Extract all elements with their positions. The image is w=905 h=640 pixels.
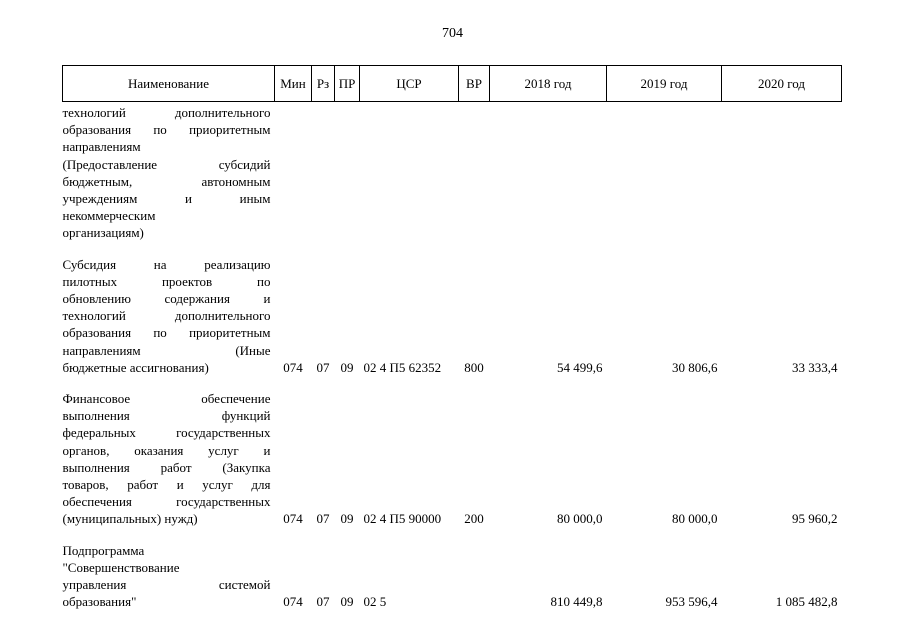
row-name-cell — [63, 542, 275, 625]
table-row — [63, 256, 842, 390]
row-name-line: учреждениям и иным — [62, 191, 271, 207]
row-name-line: бюджетные ассигнования) — [62, 359, 209, 375]
cell-y2018: 810 449,8 — [550, 594, 603, 610]
header-name: Наименование — [63, 66, 275, 102]
row-name-line: управления системой — [62, 577, 271, 593]
row-name-line: организациям) — [62, 225, 144, 241]
row-name-line: пилотных проектов по — [62, 273, 271, 289]
table-row — [63, 542, 842, 625]
cell-min: 074 — [283, 359, 303, 375]
row-name-line: направлениям (Иные — [62, 342, 271, 358]
cell-y2020 — [722, 102, 842, 256]
cell-y2018 — [490, 102, 607, 256]
header-pr: ПР — [335, 66, 360, 102]
cell-y2018: 80 000,0 — [557, 511, 603, 527]
row-name-line: Подпрограмма — [62, 542, 145, 558]
row-name-cell — [63, 390, 275, 542]
cell-csr: 02 4 П5 62352 — [363, 359, 442, 375]
row-name-line: бюджетным, автономным — [62, 173, 271, 189]
cell-y2020: 95 960,2 — [792, 511, 838, 527]
header-vr: ВР — [459, 66, 490, 102]
cell-y2020: 33 333,4 — [792, 359, 838, 375]
row-name-line: федеральных государственных — [62, 425, 271, 441]
cell-pr: 09 — [340, 511, 354, 527]
row-name-line: выполнения функций — [62, 408, 271, 424]
row-name-line: "Совершенствование — [62, 559, 180, 575]
budget-table — [62, 65, 841, 624]
row-name-cell — [63, 102, 275, 256]
cell-vr — [459, 102, 490, 256]
table-row — [63, 102, 842, 256]
row-name-line: органов, оказания услуг и — [62, 442, 271, 458]
cell-vr: 800 — [464, 359, 484, 375]
cell-pr — [335, 102, 360, 256]
cell-pr: 09 — [340, 594, 354, 610]
row-name-cell — [63, 256, 275, 390]
row-name-line: обеспечения государственных — [62, 494, 271, 510]
cell-rz: 07 — [316, 511, 330, 527]
cell-rz — [312, 102, 335, 256]
row-name-line: образования по приоритетным — [62, 325, 271, 341]
row-name-line: некоммерческим — [62, 208, 156, 224]
row-name-line: товаров, работ и услуг для — [62, 477, 271, 493]
row-name-line: образования по приоритетным — [62, 122, 271, 138]
row-name-line: образования" — [62, 594, 137, 610]
row-name-line: Финансовое обеспечение — [62, 391, 271, 407]
header-2019: 2019 год — [607, 66, 722, 102]
cell-csr — [360, 102, 459, 256]
header-rz: Рз — [312, 66, 335, 102]
header-2018: 2018 год — [490, 66, 607, 102]
row-name-line: (Предоставление субсидий — [62, 156, 271, 172]
header-min: Мин — [275, 66, 312, 102]
row-name-line: технологий дополнительного — [62, 308, 271, 324]
row-name-line: выполнения работ (Закупка — [62, 459, 271, 475]
row-name-line: (муниципальных) нужд) — [62, 511, 198, 527]
cell-y2018: 54 499,6 — [557, 359, 603, 375]
row-name-line: обновлению содержания и — [62, 291, 271, 307]
table-header-row — [63, 66, 842, 102]
cell-rz: 07 — [316, 359, 330, 375]
cell-min: 074 — [283, 511, 303, 527]
cell-y2019: 30 806,6 — [672, 359, 718, 375]
header-csr: ЦСР — [360, 66, 459, 102]
cell-rz: 07 — [316, 594, 330, 610]
cell-y2019 — [607, 102, 722, 256]
table-row — [63, 390, 842, 542]
header-2020: 2020 год — [722, 66, 842, 102]
cell-min: 074 — [283, 594, 303, 610]
cell-min — [275, 102, 312, 256]
cell-pr: 09 — [340, 359, 354, 375]
cell-y2020: 1 085 482,8 — [775, 594, 838, 610]
cell-vr: 200 — [464, 511, 484, 527]
row-name-line: направлениям — [62, 139, 141, 155]
page-number: 704 — [442, 26, 463, 41]
cell-csr: 02 5 — [363, 594, 387, 610]
cell-csr: 02 4 П5 90000 — [363, 511, 442, 527]
cell-y2019: 80 000,0 — [672, 511, 718, 527]
cell-y2019: 953 596,4 — [665, 594, 718, 610]
cell-vr — [459, 542, 490, 625]
row-name-line: технологий дополнительного — [62, 105, 271, 120]
row-name-line: Субсидия на реализацию — [62, 256, 271, 272]
